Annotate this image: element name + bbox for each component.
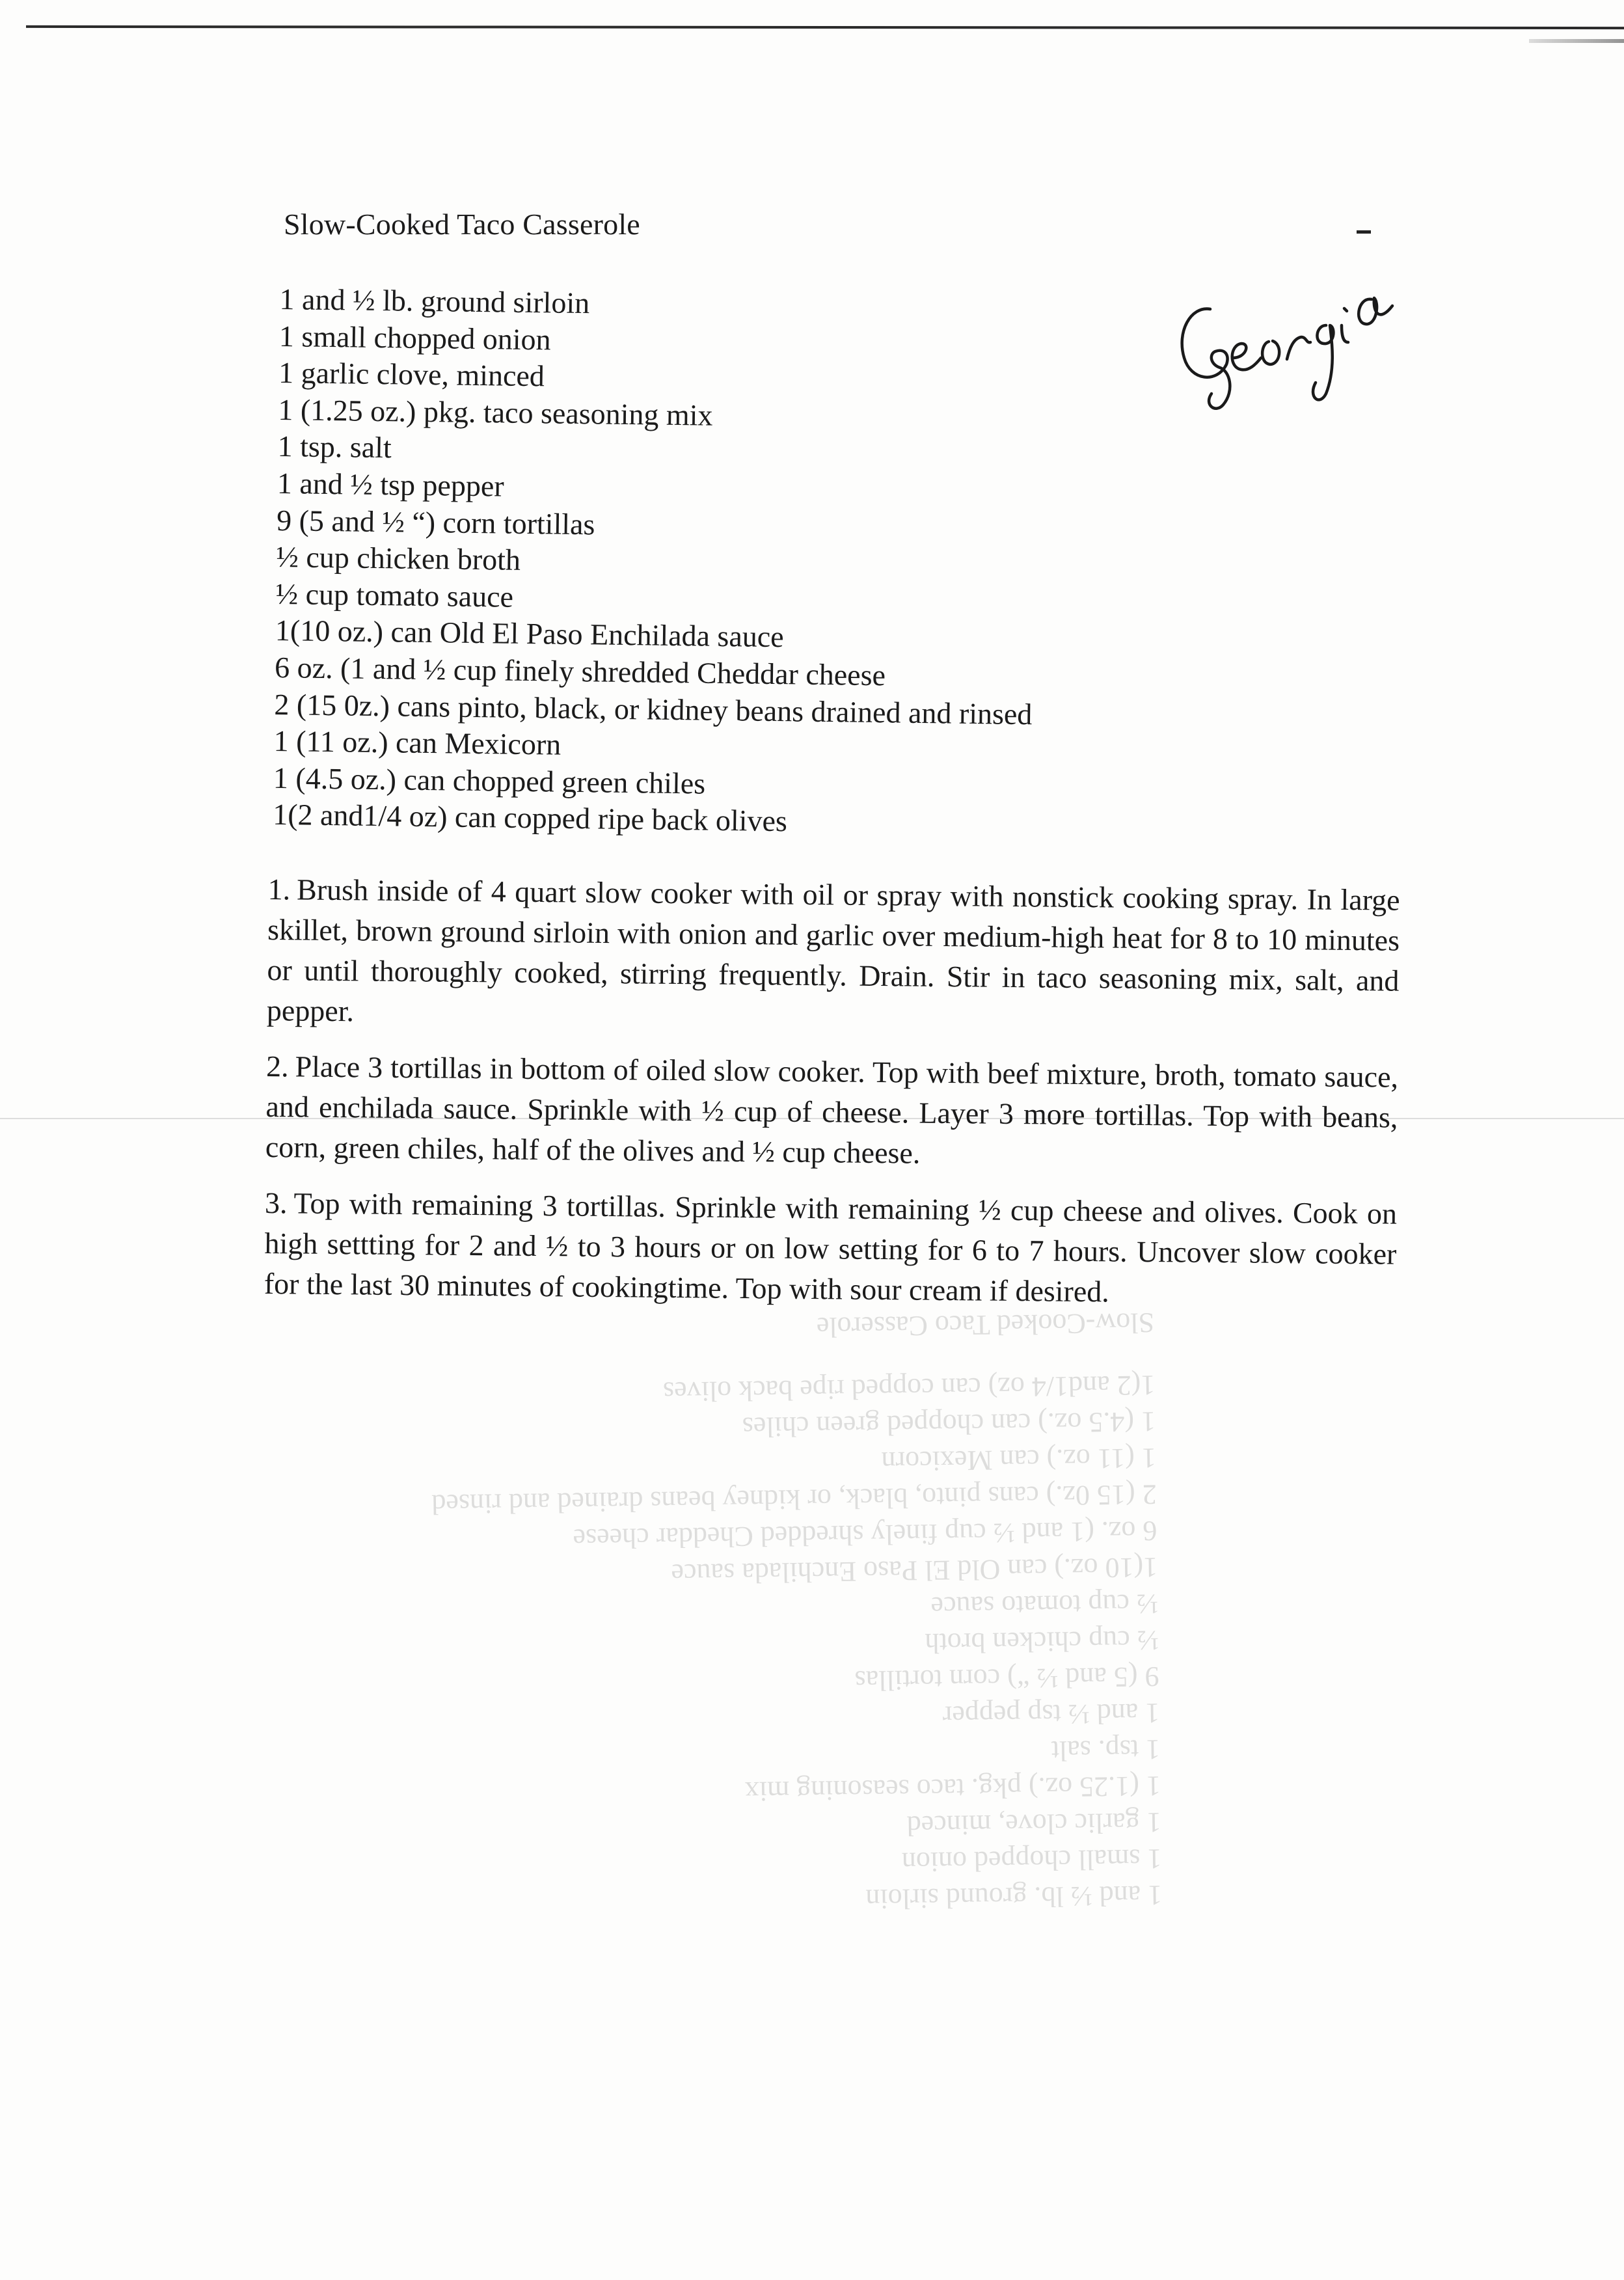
ghost-line: 1 small chopped onion <box>901 1843 1162 1879</box>
instruction-list <box>264 869 1400 1331</box>
recipe-title: Slow-Cooked Taco Casserole <box>284 208 640 241</box>
step-text: Place 3 tortillas in bottom of oiled slow cooker. Top with beef mixture, broth, tomato sauce, and enchilada sauce. Sprinkle with ½ cup of cheese. Layer 3 more tortillas. Top with beans, corn, green chiles, half of the olives and ½ cup cheese. <box>265 1050 1399 1170</box>
ingredient-item: ½ cup chicken broth <box>276 540 521 577</box>
ghost-line: 1 tsp. salt <box>1051 1733 1161 1767</box>
ghost-line: 6 oz. (1 and ½ cup finely shredded Cheddar cheese <box>573 1515 1157 1555</box>
ghost-line: ½ cup chicken broth <box>925 1624 1159 1660</box>
ingredient-item: 1(10 oz.) can Old El Paso Enchilada sauce <box>275 614 784 654</box>
instruction-step <box>265 1046 1399 1178</box>
bleed-through-ghost-text <box>243 1288 1162 1925</box>
ghost-line: 1(10 oz.) can Old El Paso Enchilada sauce <box>671 1551 1158 1590</box>
step-number: 3. <box>264 1186 288 1220</box>
ingredient-item: 1 tsp. salt <box>277 429 392 465</box>
step-number: 2. <box>265 1049 289 1083</box>
ghost-line: 1 (4.5 oz.) can chopped green chiles <box>742 1405 1156 1444</box>
top-edge-rule <box>26 25 1624 29</box>
ghost-line: 1 and ½ tsp pepper <box>942 1697 1160 1732</box>
instruction-step <box>267 869 1400 1042</box>
ghost-line: 9 (5 and ½ “) corn tortillas <box>854 1661 1159 1697</box>
ingredient-item: 1 (11 oz.) can Mexicorn <box>273 724 562 761</box>
step-number: 1. <box>267 872 291 906</box>
ghost-line: 1 garlic clove, minced <box>906 1806 1162 1842</box>
ingredient-item: 2 (15 0z.) cans pinto, black, or kidney beans drained and rinsed <box>274 687 1033 731</box>
step-text: Top with remaining 3 tortillas. Sprinkle with remaining ½ cup cheese and olives. Cook on high settting for 2 and ½ to 3 hours or on low setting for 6 to 7 hours. Uncover slow cooker for the last 30 minutes of cookingtime. Top with sour cream if desired. <box>264 1186 1398 1309</box>
instruction-step <box>264 1183 1398 1315</box>
ingredient-item: ½ cup tomato sauce <box>275 577 514 614</box>
ingredient-item: 1 (4.5 oz.) can chopped green chiles <box>273 761 706 800</box>
ghost-line: 1(2 and1/4 oz) can copped ripe back olives <box>662 1369 1156 1408</box>
ingredient-item: 1 and ½ tsp pepper <box>277 466 505 503</box>
ingredient-item: 1 (1.25 oz.) pkg. taco seasoning mix <box>278 392 713 432</box>
ingredient-list <box>273 281 1038 843</box>
ingredient-item: 1 small chopped onion <box>278 319 551 357</box>
ingredient-item: 6 oz. (1 and ½ cup finely shredded Cheddar cheese <box>274 650 886 692</box>
ingredient-item: 1(2 and1/4 oz) can copped ripe back olives <box>272 798 788 838</box>
scan-edge-mark <box>1529 39 1624 43</box>
handwritten-signature <box>1165 260 1405 410</box>
ghost-line: ½ cup tomato sauce <box>930 1588 1159 1623</box>
ingredient-item: 1 and ½ lb. ground sirloin <box>279 282 590 320</box>
ghost-line: 1 (1.25 oz.) pkg. taco seasoning mix <box>744 1770 1161 1808</box>
stray-dash-mark <box>1357 230 1371 234</box>
ghost-line: 1 (11 oz.) can Mexicorn <box>881 1442 1157 1478</box>
ghost-line: 2 (15 0z.) cans pinto, black, or kidney beans drained and rinsed <box>431 1478 1157 1521</box>
ghost-line: 1 and ½ lb. ground sirloin <box>865 1879 1163 1916</box>
ghost-line: Slow-Cooked Taco Casserole <box>816 1307 1155 1344</box>
ingredient-item: 9 (5 and ½ “) corn tortillas <box>276 503 595 541</box>
ingredient-item: 1 garlic clove, minced <box>278 356 545 393</box>
step-text: Brush inside of 4 quart slow cooker with oil or spray with nonstick cooking spray. In large skillet, brown ground sirloin with onion and garlic over medium-high heat for 8 to 10 minutes or until thoroughly cooked, stirring frequently. Drain. Stir in taco seasoning mix, salt, and pepper. <box>266 873 1400 1028</box>
